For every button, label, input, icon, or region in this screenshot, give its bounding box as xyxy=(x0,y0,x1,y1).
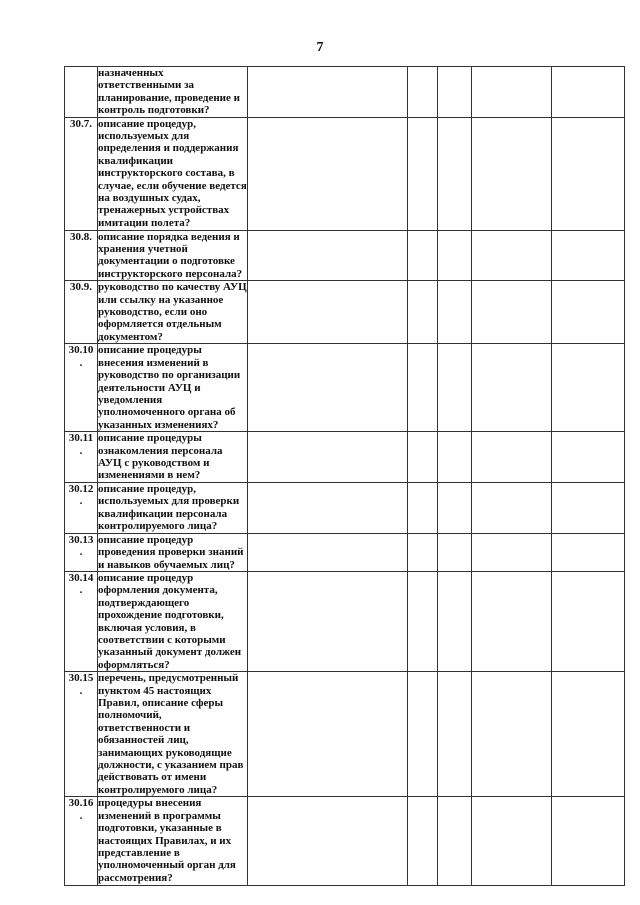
empty-cell xyxy=(552,571,625,671)
checklist-row xyxy=(65,482,625,533)
item-number: 30.10 . xyxy=(65,344,98,432)
empty-cell xyxy=(248,230,408,281)
empty-cell xyxy=(552,281,625,344)
empty-cell xyxy=(472,482,552,533)
empty-cell xyxy=(248,672,408,797)
empty-cell xyxy=(248,67,408,118)
empty-cell xyxy=(438,797,472,886)
empty-cell xyxy=(408,344,438,432)
empty-cell xyxy=(408,797,438,886)
item-description: описание процедур, используемых для проверки квалификации персонала контролируемого лица? xyxy=(98,482,248,533)
empty-cell xyxy=(438,67,472,118)
empty-cell xyxy=(472,432,552,483)
empty-cell xyxy=(552,672,625,797)
item-description: назначенных ответственными за планирование, проведение и контроль подготовки? xyxy=(98,67,248,118)
empty-cell xyxy=(408,67,438,118)
checklist-row xyxy=(65,117,625,230)
checklist-row xyxy=(65,67,625,118)
item-number: 30.16 . xyxy=(65,797,98,886)
checklist-table xyxy=(64,66,625,886)
empty-cell xyxy=(438,230,472,281)
item-description: описание процедур, используемых для определения и поддержания квалификации инструкторского состава, в случае, если обучение ведется на воздушных судах, тренажерных устройствах имитации полета? xyxy=(98,117,247,229)
item-number: 30.7. xyxy=(65,117,98,230)
empty-cell xyxy=(472,67,552,118)
empty-cell xyxy=(248,432,408,483)
checklist-row xyxy=(65,432,625,483)
empty-cell xyxy=(408,432,438,483)
empty-cell xyxy=(438,432,472,483)
item-number xyxy=(65,67,98,118)
checklist-row xyxy=(65,797,625,886)
checklist-body xyxy=(65,67,625,886)
empty-cell xyxy=(248,797,408,886)
checklist-row xyxy=(65,344,625,432)
empty-cell xyxy=(438,482,472,533)
item-description: описание порядка ведения и хранения учетной документации о подготовке инструкторского персонала? xyxy=(98,230,248,281)
empty-cell xyxy=(472,281,552,344)
checklist-row xyxy=(65,281,625,344)
empty-cell xyxy=(438,344,472,432)
item-description: описание процедур оформления документа, подтверждающего прохождение подготовки, включая условия, в соответствии с которыми указанный документ должен оформляться? xyxy=(98,571,248,671)
empty-cell xyxy=(408,281,438,344)
empty-cell xyxy=(438,571,472,671)
empty-cell xyxy=(472,571,552,671)
empty-cell xyxy=(438,533,472,571)
empty-cell xyxy=(248,281,408,344)
item-number: 30.9. xyxy=(65,281,98,344)
empty-cell xyxy=(472,230,552,281)
empty-cell xyxy=(552,344,625,432)
item-number: 30.11 . xyxy=(65,432,98,483)
empty-cell xyxy=(408,571,438,671)
empty-cell xyxy=(552,67,625,118)
empty-cell xyxy=(408,482,438,533)
empty-cell xyxy=(408,117,438,230)
checklist-row xyxy=(65,571,625,671)
empty-cell xyxy=(438,281,472,344)
checklist-row xyxy=(65,230,625,281)
empty-cell xyxy=(248,117,408,230)
item-number: 30.8. xyxy=(65,230,98,281)
empty-cell xyxy=(248,482,408,533)
checklist-row xyxy=(65,533,625,571)
empty-cell xyxy=(408,230,438,281)
empty-cell xyxy=(438,672,472,797)
page-number: 7 xyxy=(316,40,324,55)
empty-cell xyxy=(408,533,438,571)
item-description: описание процедуры внесения изменений в руководство по организации деятельности АУЦ и уведомления уполномоченного органа об указанных изменениях? xyxy=(98,344,248,432)
item-description: описание процедуры ознакомления персонала АУЦ с руководством и изменениями в нем? xyxy=(98,432,248,483)
empty-cell xyxy=(472,797,552,886)
empty-cell xyxy=(552,432,625,483)
empty-cell xyxy=(472,533,552,571)
empty-cell xyxy=(248,533,408,571)
empty-cell xyxy=(552,797,625,886)
checklist-row xyxy=(65,672,625,797)
empty-cell xyxy=(472,117,552,230)
empty-cell xyxy=(552,533,625,571)
empty-cell xyxy=(248,344,408,432)
item-description: руководство по качеству АУЦ или ссылку на указанное руководство, если оно оформляется отдельным документом? xyxy=(98,281,247,343)
empty-cell xyxy=(552,482,625,533)
item-description: процедуры внесения изменений в программы подготовки, указанные в настоящих Правилах, и их представление в уполномоченный орган для рассмотрения? xyxy=(98,797,248,886)
empty-cell xyxy=(552,117,625,230)
item-description: описание процедур проведения проверки знаний и навыков обучаемых лиц? xyxy=(98,533,248,571)
item-number: 30.13 . xyxy=(65,533,98,571)
empty-cell xyxy=(472,344,552,432)
item-number: 30.12 . xyxy=(65,482,98,533)
empty-cell xyxy=(472,672,552,797)
empty-cell xyxy=(552,230,625,281)
item-number: 30.15 . xyxy=(65,672,98,797)
empty-cell xyxy=(438,117,472,230)
item-description: перечень, предусмотренный пунктом 45 настоящих Правил, описание сферы полномочий, ответственности и обязанностей лиц, занимающих руководящие должности, с указанием прав действовать от имени контролируемого лица? xyxy=(98,672,248,797)
empty-cell xyxy=(248,571,408,671)
item-number: 30.14 . xyxy=(65,571,98,671)
empty-cell xyxy=(408,672,438,797)
